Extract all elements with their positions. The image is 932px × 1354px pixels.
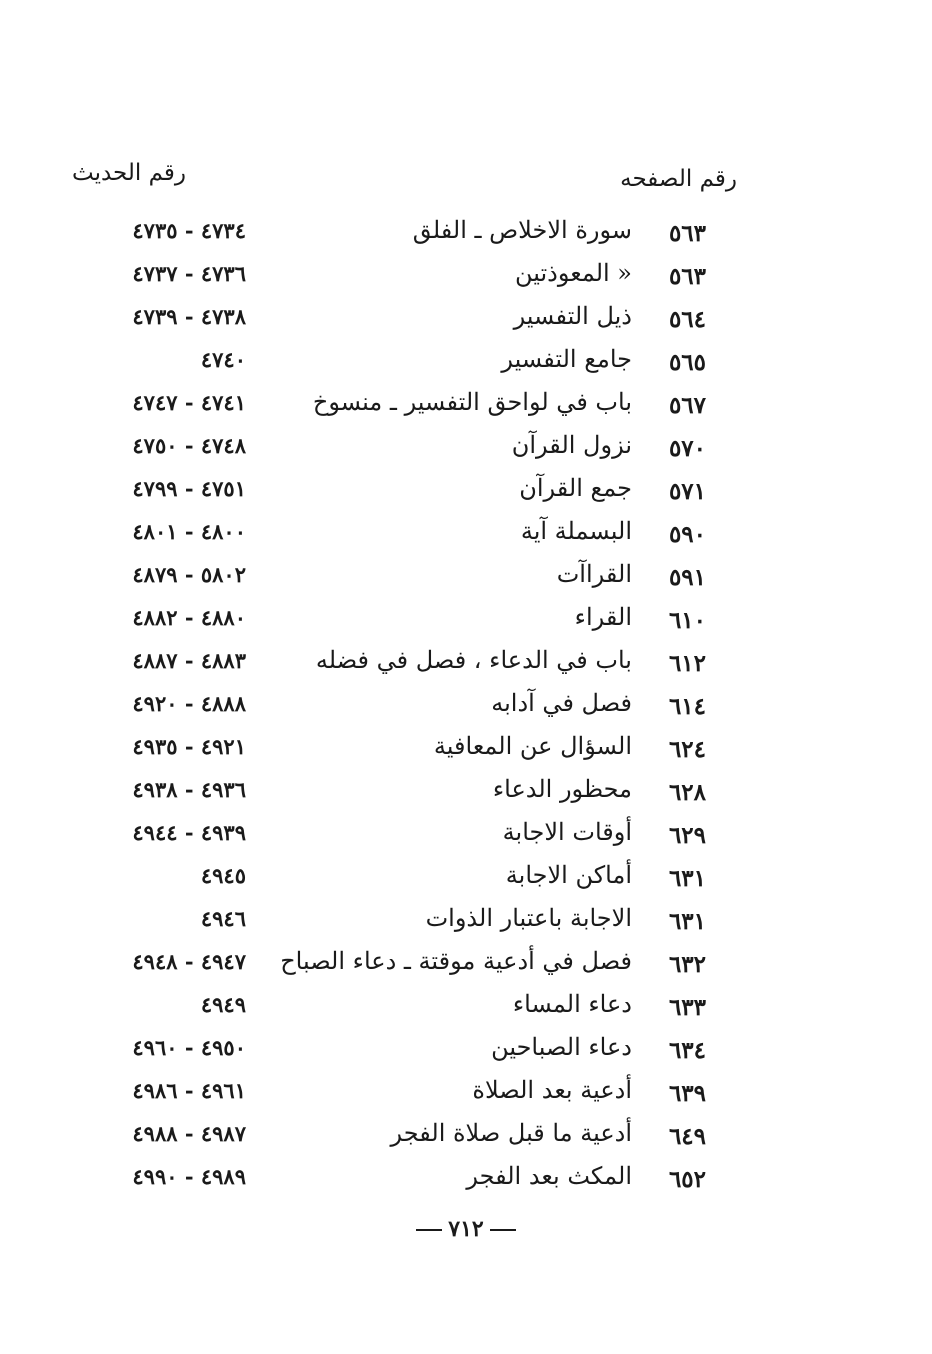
index-row (0, 900, 932, 943)
index-row (0, 642, 932, 685)
row-title: فصل في آدابه (491, 689, 632, 717)
index-row (0, 1158, 932, 1201)
row-hadith-range: ٤٧٥١ - ٤٧٩٩ (132, 476, 246, 501)
row-page-number: ٦٢٩ (668, 822, 706, 849)
row-hadith-range: ٤٩٣٩ - ٤٩٤٤ (132, 820, 246, 845)
row-page-number: ٦١٤ (668, 693, 706, 720)
index-row (0, 857, 932, 900)
row-page-number: ٦١٠ (668, 607, 706, 634)
row-title: باب في الدعاء ، فصل في فضله (315, 646, 632, 674)
row-page-number: ٥٦٣ (668, 220, 706, 247)
footer-dash-right (416, 1229, 442, 1231)
row-hadith-range: ٤٩٦١ - ٤٩٨٦ (132, 1078, 246, 1103)
index-row (0, 728, 932, 771)
index-row (0, 470, 932, 513)
row-page-number: ٦٣٤ (668, 1037, 706, 1064)
row-hadith-range: ٤٩٨٩ - ٤٩٩٠ (132, 1164, 246, 1189)
index-row (0, 599, 932, 642)
page-number-column-header: رقم الصفحه (620, 166, 737, 192)
row-page-number: ٥٦٥ (668, 349, 706, 376)
row-title: باب في لواحق التفسير ـ منسوخ (312, 388, 632, 416)
index-row (0, 986, 932, 1029)
row-page-number: ٦٣١ (668, 908, 706, 935)
row-page-number: ٦٣٩ (668, 1080, 706, 1107)
row-title: سورة الاخلاص ـ الفلق (412, 216, 632, 244)
row-title: « المعوذتين (514, 259, 632, 287)
footer-dash-left (490, 1229, 516, 1231)
index-row (0, 814, 932, 857)
page-footer (0, 1216, 932, 1242)
row-hadith-range: ٤٩٤٧ - ٤٩٤٨ (132, 949, 246, 974)
index-row (0, 556, 932, 599)
row-title: أماكن الاجابة (505, 861, 632, 889)
row-title: المكث بعد الفجر (466, 1162, 632, 1190)
row-hadith-range: ٤٧٤١ - ٤٧٤٧ (132, 390, 246, 415)
index-row (0, 341, 932, 384)
index-row (0, 685, 932, 728)
row-title: ذيل التفسير (513, 302, 632, 330)
row-hadith-range: ٤٧٣٦ - ٤٧٣٧ (132, 261, 246, 286)
row-hadith-range: ٤٩٥٠ - ٤٩٦٠ (132, 1035, 246, 1060)
row-hadith-range: ٤٩٤٩ (200, 992, 246, 1017)
row-title: القراآت (556, 560, 632, 588)
row-hadith-range: ٥٨٠٢ - ٤٨٧٩ (132, 562, 246, 587)
row-title: جامع التفسير (501, 345, 632, 373)
row-hadith-range: ٤٧٣٨ - ٤٧٣٩ (132, 304, 246, 329)
row-page-number: ٥٩٠ (668, 521, 706, 548)
row-hadith-range: ٤٧٤٨ - ٤٧٥٠ (132, 433, 246, 458)
row-page-number: ٦٤٩ (668, 1123, 706, 1150)
row-page-number: ٦٢٨ (668, 779, 706, 806)
row-hadith-range: ٤٩٨٧ - ٤٩٨٨ (132, 1121, 246, 1146)
row-hadith-range: ٤٩٢١ - ٤٩٣٥ (132, 734, 246, 759)
row-hadith-range: ٤٨٨٨ - ٤٩٢٠ (132, 691, 246, 716)
index-row (0, 255, 932, 298)
row-hadith-range: ٤٧٤٠ (200, 347, 246, 372)
row-title: السؤال عن المعافية (433, 732, 632, 760)
index-row (0, 1115, 932, 1158)
index-row (0, 771, 932, 814)
row-title: دعاء الصباحين (491, 1033, 632, 1061)
row-page-number: ٥٩١ (668, 564, 706, 591)
index-row (0, 943, 932, 986)
index-list (0, 212, 932, 1201)
row-hadith-range: ٤٩٤٥ (200, 863, 246, 888)
row-page-number: ٥٦٤ (668, 306, 706, 333)
row-title: أدعية ما قبل صلاة الفجر (390, 1119, 632, 1147)
row-hadith-range: ٤٨٠٠ - ٤٨٠١ (132, 519, 246, 544)
row-hadith-range: ٤٨٨٣ - ٤٨٨٧ (132, 648, 246, 673)
row-page-number: ٥٦٧ (668, 392, 706, 419)
footer-page-number: ٧١٢ (448, 1216, 484, 1242)
index-row (0, 1029, 932, 1072)
row-hadith-range: ٤٧٣٤ - ٤٧٣٥ (132, 218, 246, 243)
row-page-number: ٦٣٢ (668, 951, 706, 978)
index-row (0, 384, 932, 427)
index-row (0, 513, 932, 556)
row-page-number: ٦٢٤ (668, 736, 706, 763)
row-title: دعاء المساء (512, 990, 632, 1018)
row-title: أوقات الاجابة (502, 818, 632, 846)
index-row (0, 427, 932, 470)
row-title: أدعية بعد الصلاة (472, 1076, 632, 1104)
row-title: جمع القرآن (519, 474, 632, 502)
row-title: نزول القرآن (511, 431, 632, 459)
hadith-number-column-header: رقم الحديث (72, 160, 187, 186)
row-page-number: ٦٣٣ (668, 994, 706, 1021)
row-hadith-range: ٤٩٣٦ - ٤٩٣٨ (132, 777, 246, 802)
row-title: فصل في أدعية موقتة ـ دعاء الصباح (280, 947, 632, 975)
row-hadith-range: ٤٩٤٦ (200, 906, 246, 931)
index-row (0, 1072, 932, 1115)
row-title: البسملة آية (520, 517, 632, 545)
index-row (0, 298, 932, 341)
row-hadith-range: ٤٨٨٠ - ٤٨٨٢ (132, 605, 246, 630)
row-page-number: ٦٥٢ (668, 1166, 706, 1193)
row-title: الاجابة باعتبار الذوات (425, 904, 632, 932)
row-title: القراء (574, 603, 632, 631)
index-row (0, 212, 932, 255)
row-page-number: ٥٧١ (668, 478, 706, 505)
row-page-number: ٦٣١ (668, 865, 706, 892)
row-page-number: ٥٦٣ (668, 263, 706, 290)
row-page-number: ٦١٢ (668, 650, 706, 677)
row-page-number: ٥٧٠ (668, 435, 706, 462)
row-title: محظور الدعاء (492, 775, 632, 803)
